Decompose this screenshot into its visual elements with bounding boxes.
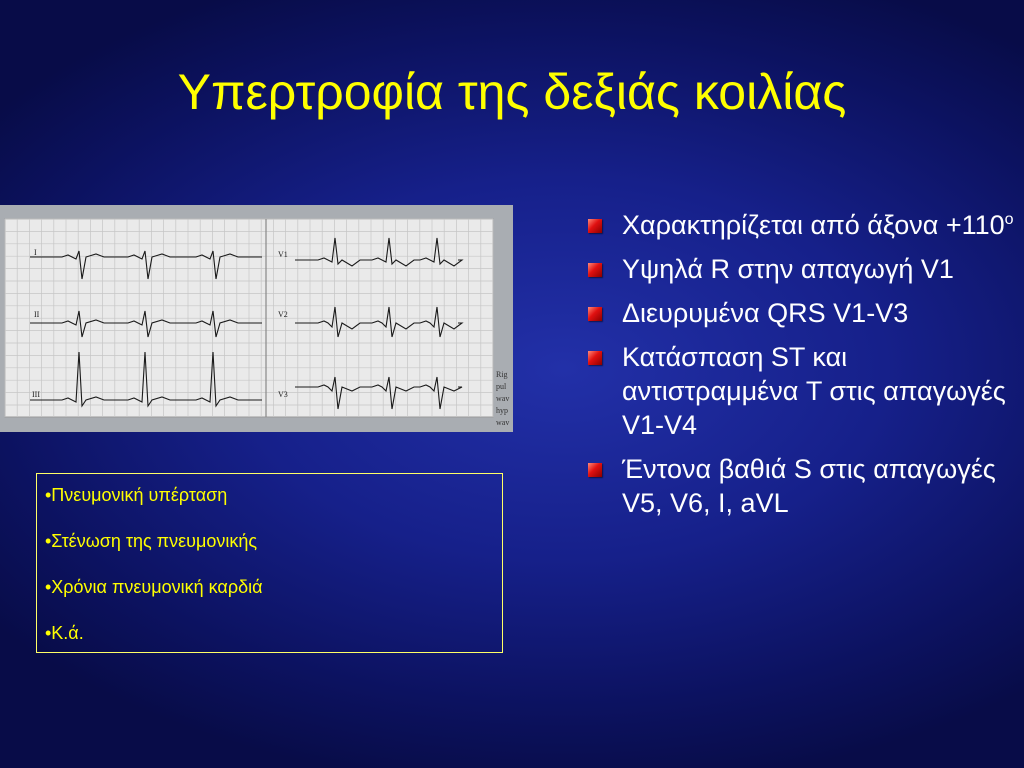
criteria-text: Έντονα βαθιά S στις απαγωγές V5, V6, I, aVL: [622, 454, 996, 518]
cause-item: •Στένωση της πνευμονικής: [45, 531, 258, 551]
ecg-lead-label: V3: [278, 390, 288, 399]
cause-item: •Πνευμονική υπέρταση: [45, 485, 228, 505]
criteria-item: [584, 340, 1014, 442]
square-bullet-icon: [588, 351, 602, 365]
cause-item: •Κ.ά.: [45, 623, 84, 643]
criteria-text: Διευρυμένα QRS V1-V3: [622, 298, 909, 328]
criteria-item: [584, 208, 1014, 242]
square-bullet-icon: [588, 263, 602, 277]
ecg-lead-label: II: [34, 310, 40, 319]
criteria-item: [584, 252, 1014, 286]
criteria-text: Χαρακτηρίζεται από άξονα +110: [622, 210, 1005, 240]
ecg-caption-fragment: wav: [496, 418, 510, 427]
criteria-item: [584, 452, 1014, 520]
causes-box: [36, 473, 503, 653]
ecg-image: [0, 205, 513, 432]
criteria-text: Υψηλά R στην απαγωγή V1: [622, 254, 954, 284]
criteria-list: [584, 208, 1014, 530]
ecg-lead-label: I: [34, 248, 37, 257]
ecg-caption-fragment: wav: [496, 394, 510, 403]
ecg-caption-fragment: pul: [496, 382, 507, 391]
ecg-lead-label: III: [32, 390, 40, 399]
ecg-caption-fragment: hyp: [496, 406, 508, 415]
ecg-lead-label: V2: [278, 310, 288, 319]
square-bullet-icon: [588, 307, 602, 321]
criteria-item: [584, 296, 1014, 330]
square-bullet-icon: [588, 463, 602, 477]
ecg-lead-label: V1: [278, 250, 288, 259]
degree-superscript: ο: [1004, 211, 1014, 228]
square-bullet-icon: [588, 219, 602, 233]
cause-item: •Χρόνια πνευμονική καρδιά: [45, 577, 263, 597]
slide-title: Υπερτροφία της δεξιάς κοιλίας: [177, 64, 847, 120]
criteria-text: Κατάσπαση ST και αντιστραμμένα T στις απαγωγές V1-V4: [622, 342, 1006, 440]
ecg-caption-fragment: Rig: [496, 370, 508, 379]
